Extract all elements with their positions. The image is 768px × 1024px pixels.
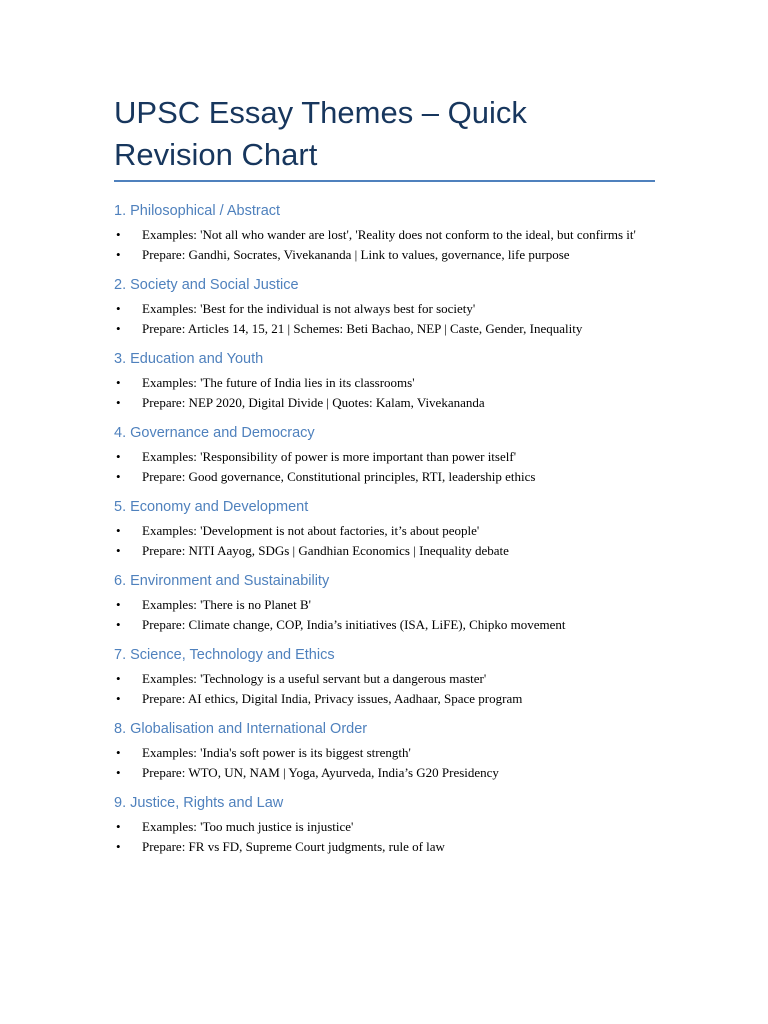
bullet-text: Prepare: Gandhi, Socrates, Vivekananda | Link to values, governance, life purpose: [142, 247, 570, 262]
bullet-text: Prepare: Articles 14, 15, 21 | Schemes: Beti Bachao, NEP | Caste, Gender, Inequality: [142, 321, 583, 336]
section-heading: 9. Justice, Rights and Law: [114, 795, 284, 811]
bullet-item: [114, 373, 654, 392]
bullet-item: [114, 837, 654, 856]
bullet-icon: •: [116, 247, 121, 262]
section-heading: 3. Education and Youth: [114, 351, 264, 367]
bullet-item: [114, 225, 654, 244]
section-science: [114, 645, 654, 708]
bullet-icon: •: [116, 449, 121, 464]
section-heading: 7. Science, Technology and Ethics: [114, 647, 335, 663]
bullet-text: Examples: 'The future of India lies in its classrooms': [142, 375, 415, 390]
bullet-icon: •: [116, 301, 121, 316]
bullet-item: [114, 521, 654, 540]
bullet-item: [114, 595, 654, 614]
bullet-icon: •: [116, 671, 121, 686]
section-heading: 8. Globalisation and International Order: [114, 721, 368, 737]
section-economy: [114, 497, 654, 560]
bullet-list: [114, 299, 654, 338]
bullet-text: Prepare: Climate change, COP, India’s initiatives (ISA, LiFE), Chipko movement: [142, 617, 566, 632]
bullet-item: [114, 817, 654, 836]
bullet-icon: •: [116, 375, 121, 390]
bullet-text: Prepare: AI ethics, Digital India, Privacy issues, Aadhaar, Space program: [142, 691, 523, 706]
bullet-text: Examples: 'Technology is a useful servant but a dangerous master': [142, 671, 487, 686]
section-justice: [114, 793, 654, 856]
bullet-text: Examples: 'Too much justice is injustice': [142, 819, 354, 834]
bullet-text: Examples: 'India's soft power is its biggest strength': [142, 745, 411, 760]
bullet-text: Examples: 'Responsibility of power is more important than power itself': [142, 449, 517, 464]
bullet-icon: •: [116, 617, 121, 632]
bullet-icon: •: [116, 819, 121, 834]
section-heading: 4. Governance and Democracy: [114, 425, 315, 441]
bullet-icon: •: [116, 691, 121, 706]
section-globalisation: [114, 719, 654, 782]
section-philosophical: [114, 201, 654, 264]
bullet-item: [114, 743, 654, 762]
bullet-icon: •: [116, 839, 121, 854]
page-title: UPSC Essay Themes – Quick Revision Chart: [114, 95, 527, 172]
bullet-item: [114, 319, 654, 338]
bullet-item: [114, 447, 654, 466]
bullet-icon: •: [116, 227, 121, 242]
bullet-icon: •: [116, 765, 121, 780]
bullet-text: Examples: 'There is no Planet B': [142, 597, 311, 612]
section-education: [114, 349, 654, 412]
section-heading: 6. Environment and Sustainability: [114, 573, 330, 589]
bullet-item: [114, 245, 654, 264]
title-underline: [114, 180, 655, 182]
section-heading: 2. Society and Social Justice: [114, 277, 299, 293]
sections-container: [114, 201, 654, 867]
bullet-list: [114, 743, 654, 782]
bullet-text: Prepare: WTO, UN, NAM | Yoga, Ayurveda, India’s G20 Presidency: [142, 765, 499, 780]
bullet-text: Examples: 'Development is not about factories, it’s about people': [142, 523, 480, 538]
section-heading: 1. Philosophical / Abstract: [114, 203, 281, 219]
bullet-icon: •: [116, 543, 121, 558]
bullet-icon: •: [116, 523, 121, 538]
bullet-item: [114, 299, 654, 318]
bullet-list: [114, 595, 654, 634]
bullet-item: [114, 393, 654, 412]
bullet-text: Prepare: FR vs FD, Supreme Court judgments, rule of law: [142, 839, 445, 854]
bullet-list: [114, 447, 654, 486]
bullet-list: [114, 225, 654, 264]
bullet-icon: •: [116, 745, 121, 760]
bullet-icon: •: [116, 597, 121, 612]
bullet-list: [114, 521, 654, 560]
section-environment: [114, 571, 654, 634]
section-governance: [114, 423, 654, 486]
section-heading: 5. Economy and Development: [114, 499, 309, 515]
bullet-item: [114, 669, 654, 688]
bullet-text: Prepare: NITI Aayog, SDGs | Gandhian Economics | Inequality debate: [142, 543, 509, 558]
bullet-text: Prepare: NEP 2020, Digital Divide | Quotes: Kalam, Vivekananda: [142, 395, 485, 410]
bullet-item: [114, 689, 654, 708]
bullet-item: [114, 541, 654, 560]
bullet-text: Prepare: Good governance, Constitutional principles, RTI, leadership ethics: [142, 469, 536, 484]
bullet-icon: •: [116, 395, 121, 410]
bullet-item: [114, 763, 654, 782]
bullet-list: [114, 817, 654, 856]
bullet-list: [114, 373, 654, 412]
section-society: [114, 275, 654, 338]
bullet-text: Examples: 'Not all who wander are lost', 'Reality does not conform to the ideal, but confirms it': [142, 227, 636, 242]
bullet-item: [114, 467, 654, 486]
bullet-item: [114, 615, 654, 634]
bullet-icon: •: [116, 469, 121, 484]
bullet-icon: •: [116, 321, 121, 336]
bullet-list: [114, 669, 654, 708]
bullet-text: Examples: 'Best for the individual is not always best for society': [142, 301, 476, 316]
